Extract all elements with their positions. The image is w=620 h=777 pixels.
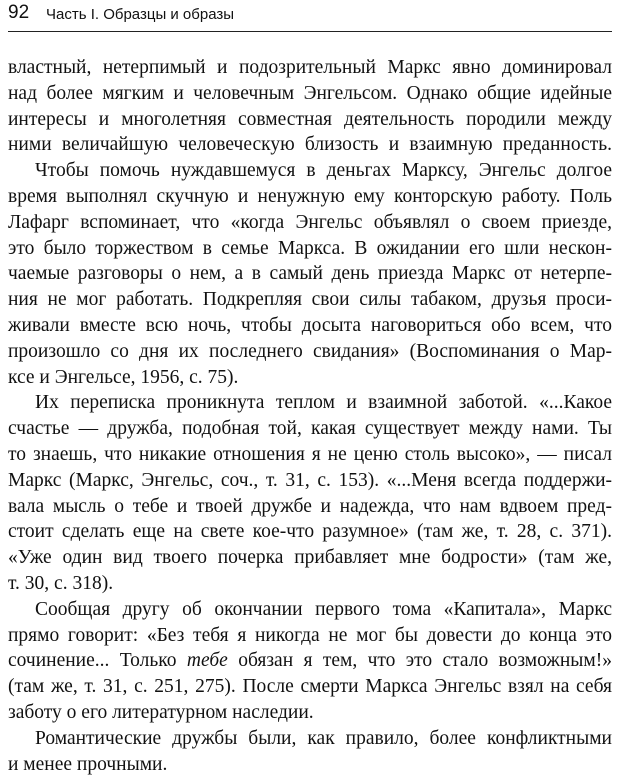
text-line: над более мягким и человечным Энгельсом. Однако общие идейные xyxy=(8,82,612,104)
text-line: время выполнял скучную и ненужную ему конторскую работу. Поль xyxy=(8,185,612,207)
header-rule xyxy=(8,31,612,32)
text-line: заботу о его литературном наследии. xyxy=(8,701,314,723)
text-line: (там же, т. 31, с. 251, 275). После смерти Маркса Энгельс взял на себя xyxy=(8,676,612,698)
page-header xyxy=(8,0,612,32)
text-line: и менее прочными. xyxy=(8,753,168,775)
text-line: Лафарг вспоминает, что «когда Энгельс объявлял о своем приезде, xyxy=(8,211,612,233)
text-line: счастье — дружба, подобная той, какая существует между нами. Ты xyxy=(8,418,612,440)
text-line: Чтобы помочь нуждавшемуся в деньгах Марксу, Энгельс долгое xyxy=(35,160,612,182)
text-line: то знаешь, что никакие отношения я не ценю столь высоко», — писал xyxy=(8,443,612,465)
text-line: ними величайшую человеческую близость и взаимную преданность. xyxy=(8,134,612,156)
emphasized-word: тебе xyxy=(186,650,228,672)
body-text xyxy=(8,55,612,777)
text-line: Маркс (Маркс, Энгельс, соч., т. 31, с. 153). «...Меня всегда поддержи- xyxy=(8,469,612,491)
text-line: прямо говорит: «Без тебя я никогда не мог бы довести до конца это xyxy=(8,624,612,646)
running-head: Часть I. Образцы и образы xyxy=(46,6,235,23)
text-line: стоит сделать еще на свете кое-что разумное» (там же, т. 28, с. 371). xyxy=(8,521,612,543)
text-line: живали вместе всю ночь, чтобы досыта наговориться обо всем, что xyxy=(8,314,612,336)
text-line: Их переписка проникнута теплом и взаимной заботой. «...Какое xyxy=(35,392,612,414)
text-line emphasized-line: сочинение... Только тебе обязан я тем, что это стало возможным!» xyxy=(8,650,612,672)
text-line: т. 30, с. 318). xyxy=(8,572,114,594)
text-line: интересы и многолетняя совместная деятельность породили между xyxy=(8,108,612,130)
text-line: ксе и Энгельсе, 1956, с. 75). xyxy=(8,366,239,388)
page-number: 92 xyxy=(8,2,30,23)
text-line: это было торжеством в семье Маркса. В ожидании его шли нескон- xyxy=(8,237,612,259)
text-line: произошло со дня их последнего свидания» (Воспоминания о Мар- xyxy=(8,340,612,362)
text-line: ния не мог работать. Подкрепляя свои силы табаком, друзья проси- xyxy=(8,289,612,311)
text-line: Сообщая другу об окончании первого тома «Капитала», Маркс xyxy=(35,598,612,620)
text-line: «Уже один вид твоего почерка прибавляет мне бодрости» (там же, xyxy=(8,547,612,569)
text-line: вала мысль о тебе и твоей дружбе и надежда, что нам вдвоем пред- xyxy=(8,495,612,517)
text-line: властный, нетерпимый и подозрительный Маркс явно доминировал xyxy=(8,57,612,78)
text-line: чаемые разговоры о нем, а в самый день приезда Маркс от нетерпе- xyxy=(8,263,612,285)
text-line: Романтические дружбы были, как правило, более конфликтными xyxy=(35,727,612,749)
